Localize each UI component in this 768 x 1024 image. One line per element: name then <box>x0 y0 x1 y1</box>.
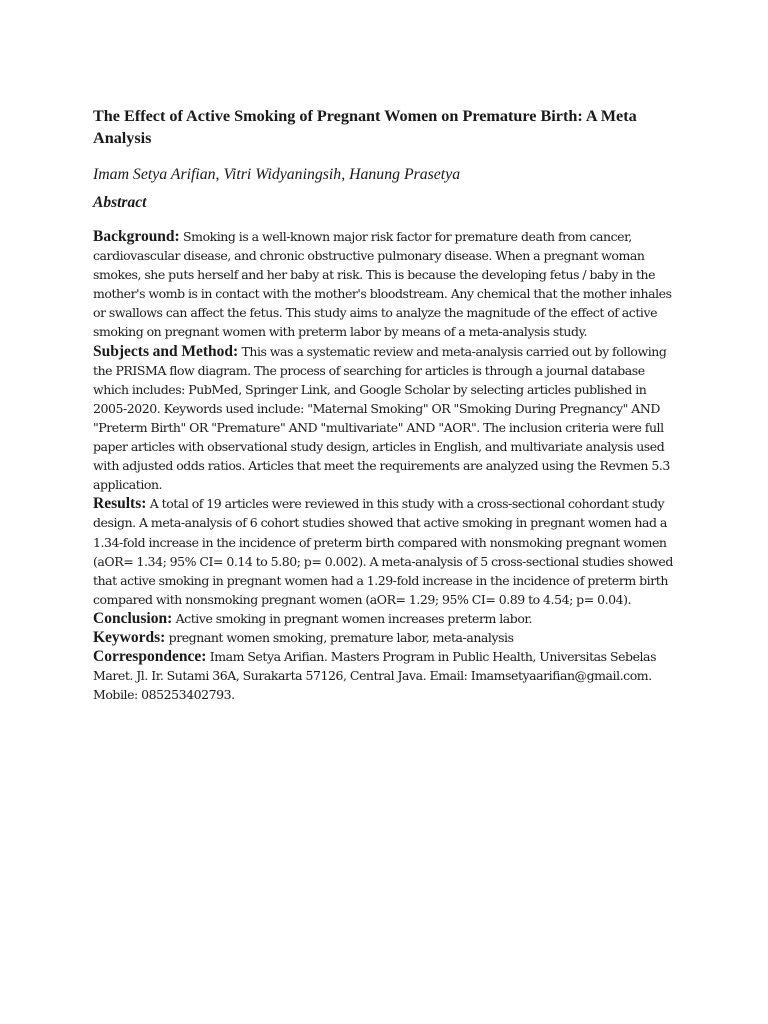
section-results <box>93 494 683 609</box>
section-keywords <box>93 628 683 647</box>
section-label: Conclusion: <box>93 609 173 627</box>
section-background <box>93 227 683 342</box>
section-text: Imam Setya Arifian. Masters Program in Public Health, Universitas Sebelas Maret. Jl. Ir. Sutami 36A, Surakarta 57126, Central Java. Email: Imamsetyaarifian@gmail.com. Mobile: 085253402793. <box>93 649 657 703</box>
section-subjects-method <box>93 342 683 495</box>
section-text: Smoking is a well-known major risk factor for premature death from cancer, cardiovascular disease, and chronic obstructive pulmonary disease. When a pregnant woman smokes, she puts herself and her baby at risk. This is because the developing fetus / baby in the mother's womb is in contact with the mother's bloodstream. Any chemical that the mother inhales or swallows can affect the fetus. This study aims to analyze the magnitude of the effect of active smoking on pregnant women with preterm labor by means of a meta-analysis study. <box>93 229 672 340</box>
paper-authors: Imam Setya Arifian, Vitri Widyaningsih, Hanung Prasetya <box>93 166 461 183</box>
section-label: Correspondence: <box>93 648 207 666</box>
section-conclusion <box>93 609 683 628</box>
section-text: A total of 19 articles were reviewed in this study with a cross-sectional cohordant study design. A meta-analysis of 6 cohort studies showed that active smoking in pregnant women had a 1.34-fold increase in the incidence of preterm birth compared with nonsmoking pregnant women (aOR= 1.34; 95% CI= 0.14 to 5.80; p= 0.002). A meta-analysis of 5 cross-sectional studies showed that active smoking in pregnant women had a 1.29-fold increase in the incidence of preterm birth compared with nonsmoking pregnant women (aOR= 1.29; 95% CI= 0.89 to 4.54; p= 0.04). <box>93 496 673 607</box>
section-correspondence <box>93 647 683 704</box>
section-text: This was a systematic review and meta-analysis carried out by following the PRISMA flow diagram. The process of searching for articles is through a journal database which includes: PubMed, Springer Link, and Google Scholar by selecting articles published in 2005-2020. Keywords used include: "Maternal Smoking" OR "Smoking During Pregnancy" AND "Preterm Birth" OR "Premature" AND "multivariate" AND "AOR". The inclusion criteria were full paper articles with observational study design, articles in English, and multivariate analysis used with adjusted odds ratios. Articles that meet the requirements are analyzed using the Revmen 5.3 application. <box>93 343 670 493</box>
abstract-body <box>93 227 683 704</box>
section-label: Background: <box>93 228 180 245</box>
paper-content <box>93 106 683 704</box>
section-label: Subjects and Method: <box>93 342 239 360</box>
section-text: pregnant women smoking, premature labor, meta-analysis <box>168 629 514 645</box>
section-text: Active smoking in pregnant women increases preterm labor. <box>175 610 533 626</box>
abstract-heading: Abstract <box>93 194 147 211</box>
section-label: Results: <box>93 495 147 513</box>
paper-title: The Effect of Active Smoking of Pregnant Women on Premature Birth: A Meta Analysis <box>93 107 637 147</box>
section-label: Keywords: <box>93 628 166 646</box>
